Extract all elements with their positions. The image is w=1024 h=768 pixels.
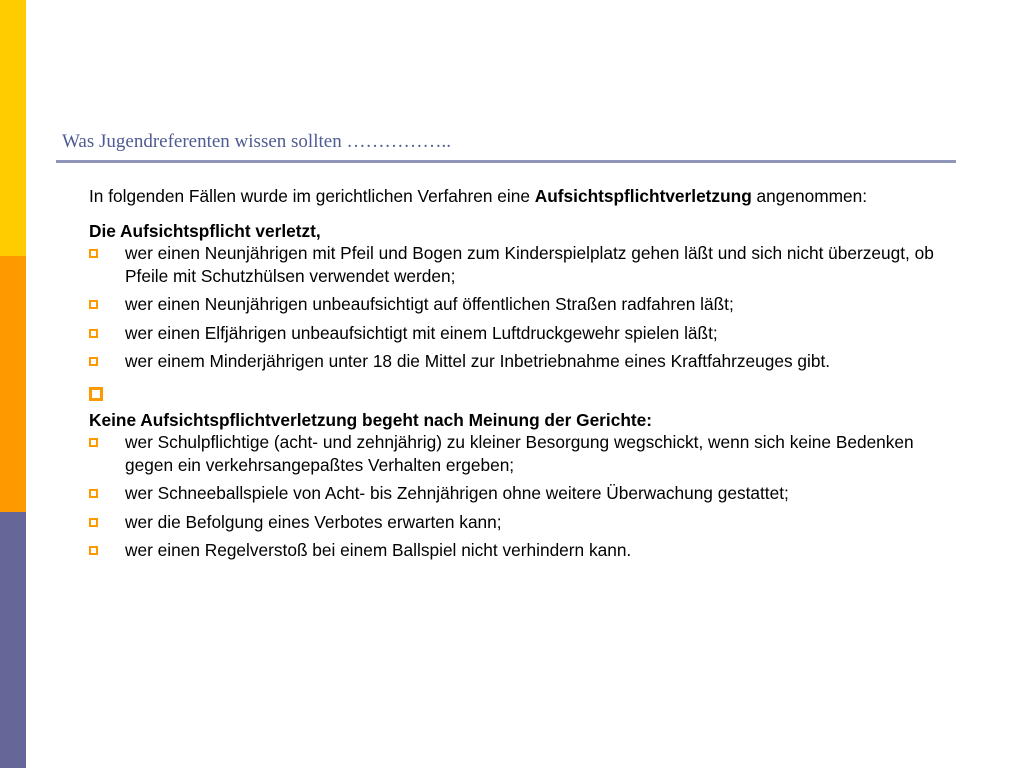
square-bullet-icon [89,249,98,258]
section2-heading: Keine Aufsichtspflichtverletzung begeht nach Meinung der Gerichte: [89,409,652,430]
square-bullet-icon [89,438,98,447]
square-bullet-icon [89,357,98,366]
list-item [89,293,937,316]
side-bar-yellow [0,0,26,256]
list-item-text: wer Schneeballspiele von Acht- bis Zehnjährigen ohne weitere Überwachung gestattet; [125,483,789,503]
list-item-text: wer einen Regelverstoß bei einem Ballspiel nicht verhindern kann. [125,540,632,560]
list-item [89,322,937,345]
square-bullet-icon [89,518,98,527]
slide-title: Was Jugendreferenten wissen sollten …………….. [62,131,451,152]
list-item [89,431,937,476]
list-item [89,482,937,505]
list-item-text: wer einen Neunjährigen mit Pfeil und Bogen zum Kinderspielplatz gehen läßt und sich nicht überzeugt, ob Pfeile mit Schutzhülsen verwendet werden; [125,243,934,286]
list-item-text: wer einem Minderjährigen unter 18 die Mittel zur Inbetriebnahme eines Kraftfahrzeuges gibt. [125,351,831,371]
side-bar-purple [0,512,26,768]
list-item [89,511,937,534]
section1-list [89,242,937,373]
slide-content [89,185,937,568]
title-divider [56,160,956,163]
list-item-text: wer Schulpflichtige (acht- und zehnjährig) zu kleiner Besorgung wegschickt, wenn sich keine Bedenken gegen ein verkehrsangepaßtes Verhalten ergeben; [125,432,914,475]
list-item [89,242,937,287]
square-bullet-icon [89,489,98,498]
list-item-text: wer einen Neunjährigen unbeaufsichtigt auf öffentlichen Straßen radfahren läßt; [125,294,734,314]
intro-paragraph [89,185,937,208]
intro-end: angenommen: [751,186,868,206]
empty-bullet [89,379,937,409]
list-item [89,350,937,373]
square-bullet-icon [89,329,98,338]
intro-bold-term: Aufsichtspflichtverletzung [534,186,752,206]
side-bar-orange [0,256,26,512]
square-bullet-icon [89,546,98,555]
intro-text: In folgenden Fällen wurde im gerichtlichen Verfahren eine [89,186,535,206]
section2-list [89,431,937,562]
square-bullet-icon [89,387,103,401]
list-item-text: wer einen Elfjährigen unbeaufsichtigt mit einem Luftdruckgewehr spielen läßt; [125,322,718,343]
list-item [89,539,937,562]
section1-heading: Die Aufsichtspflicht verletzt, [89,220,321,241]
square-bullet-icon [89,300,98,309]
list-item-text: wer die Befolgung eines Verbotes erwarten kann; [125,511,502,532]
